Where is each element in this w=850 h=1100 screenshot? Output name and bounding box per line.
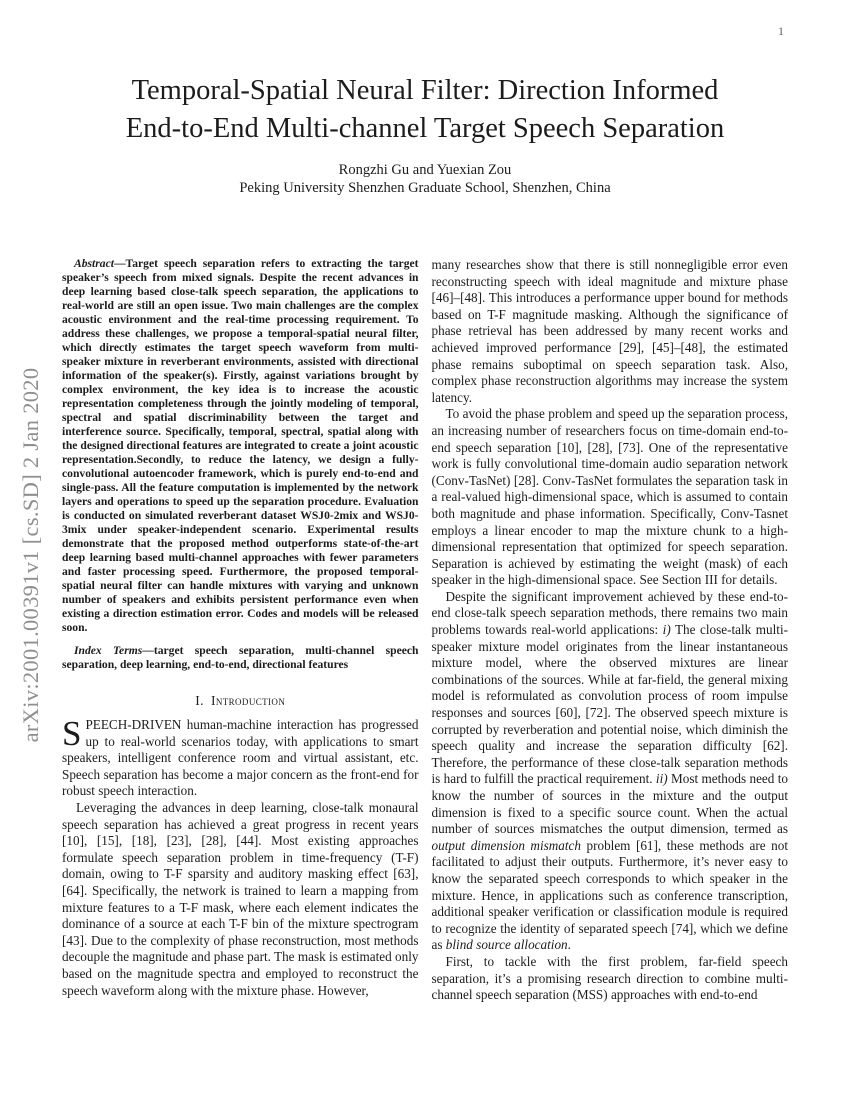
text-segment: problem [61], these methods are not facilitated to adjust their outputs. Furthermore, it’s never easy to know the separated speech corresponds to which speaker in the mixture. Hence, in applications such as conference transcription, additional speaker verification or classification module is required to recognize the identity of separated speech [74], which we define as bbox=[431, 837, 788, 953]
text-segment: . bbox=[567, 937, 571, 953]
paragraph bbox=[62, 714, 419, 800]
paper-header bbox=[0, 0, 850, 198]
text-segment: The close-talk multi-speaker mixture model originates from the linear instantaneous mixture model, where the observed mixtures are linear combinations of the sources. While at far-field, the general mixing model is reformulated as convolution process of room impulse responses and sources [60], [72]. The observed speech mixture is corrupted by reverberation and potential noise, which diminish the speech quality and increase the separation difficulty [62]. Therefore, the performance of these close-talk separation methods is hard to fulfill the practical requirement. bbox=[431, 622, 788, 787]
affiliation: Peking University Shenzhen Graduate School, Shenzhen, China bbox=[239, 180, 611, 196]
text-segment: ii) bbox=[655, 771, 668, 787]
paragraph bbox=[432, 589, 789, 954]
title-line-1: Temporal-Spatial Neural Filter: Direction Informed bbox=[131, 75, 719, 106]
text-segment: Despite the significant improvement achieved by these end-to-end close-talk speech separation methods, there remains two main problems towards real-world applications: bbox=[431, 588, 788, 638]
two-column-body bbox=[0, 257, 850, 1004]
index-terms-section bbox=[62, 644, 419, 672]
right-column bbox=[432, 257, 789, 1004]
paragraph bbox=[432, 406, 789, 589]
section-number: I. bbox=[195, 693, 204, 708]
paragraph bbox=[432, 257, 789, 406]
abstract-paragraph bbox=[62, 257, 419, 635]
section-heading-introduction bbox=[62, 693, 419, 709]
text-segment: Leveraging the advances in deep learning, close-talk monaural speech separation has achieved a great progress in recent years [10], [15], [18], [23], [28], [44]. Most existing approaches formulate speech separation problem in time-frequency (T-F) domain, owing to T-F sparsity and auditory masking effect [63], [64]. Specifically, the network is trained to learn a mapping from mixture features to a T-F mask, where each element indicates the dominance of a source at each T-F bin of the mixture spectrogram [43]. Due to the complexity of phase reconstruction, most methods decouple the magnitude and phase part. The mask is estimated only based on the magnitude spectra and employed to reconstruct the speech waveform along with the mixture phase. However, bbox=[62, 799, 419, 998]
index-terms-text: —target speech separation, multi-channel speech separation, deep learning, end-to-end, directional features bbox=[62, 644, 419, 671]
abstract-label: Abstract bbox=[74, 257, 114, 270]
title-line-2: End-to-End Multi-channel Target Speech Separation bbox=[125, 113, 725, 144]
text-segment: i) bbox=[662, 622, 671, 638]
arxiv-watermark: arXiv:2001.00391v1 [cs.SD] 2 Jan 2020 bbox=[18, 367, 43, 743]
text-segment: many researches show that there is still nonnegligible error even reconstructing speech with ideal magnitude and mixture phase [46]–[48]. This introduces a performance upper bound for methods based on T-F magnitude masking. Although the significance of phase retrieval has been addressed by many recent works and achieved improved performance [29], [45]–[48], the estimated phase remains suboptimal on speech separation task. Also, complex phase reconstruction algorithms may increase the system latency. bbox=[431, 257, 788, 405]
index-terms-paragraph bbox=[62, 644, 419, 672]
page-number: 1 bbox=[778, 24, 784, 38]
text-segment: blind source allocation bbox=[445, 937, 568, 953]
drop-cap: S bbox=[62, 714, 82, 753]
introduction-text-left bbox=[62, 714, 419, 999]
left-column bbox=[62, 257, 419, 1004]
paragraph bbox=[432, 954, 789, 1004]
text-segment: Most methods need to know the number of sources in the mixture and the output dimension is fixed to a specific source count. When the actual number of sources mismatches the output dimension, termed as bbox=[431, 771, 788, 837]
text-segment: PEECH-DRIVEN human-machine interaction has progressed up to real-world scenarios today, with applications to smart speakers, intelligent conference room and virtual assistant, etc. Speech separation has become a major concern as the front-end for robust speech interaction. bbox=[62, 717, 419, 799]
abstract-section bbox=[62, 257, 419, 635]
index-terms-label: Index Terms bbox=[74, 644, 143, 657]
text-segment: To avoid the phase problem and speed up the separation process, an increasing number of researchers focus on time-domain end-to-end speech separation [10], [28], [73]. One of the representative work is fully convolutional time-domain audio separation network (Conv-TasNet) [28]. Conv-TasNet formulates the separation task in a real-valued high-dimensional space, which is assumed to contain both magnitude and phase information. Specifically, Conv-Tasnet employs a linear encoder to map the mixture chunk to a high-dimensional representation that optimized for speech separation. Separation is achieved by estimating the weight (mask) of each speaker in the high-dimensional space. See Section III for details. bbox=[431, 406, 788, 588]
abstract-text: —Target speech separation refers to extracting the target speaker’s speech from mixed signals. Despite the recent advances in deep learning based close-talk speech separation, the applications to real-world are still an open issue. Two main challenges are the complex acoustic environment and the real-time processing requirement. To address these challenges, we propose a temporal-spatial neural filter, which directly estimates the target speech waveform from multi-speaker mixture in reverberant environments, assisted with directional information of the speaker(s). Firstly, against variations brought by complex environment, the key idea is to increase the acoustic representation completeness through the jointly modeling of temporal, spectral and spatial discriminability between the target and interference source. Specifically, temporal, spectral, spatial along with the designed directional features are integrated to create a joint acoustic representation.Secondly, to reduce the latency, we design a fully-convolutional autoencoder framework, which is purely end-to-end and single-pass. All the feature computation is implemented by the network layers and operations to speed up the separation procedure. Evaluation is conducted on simulated reverberant dataset WSJ0-2mix and WSJ0-3mix under speaker-independent scenario. Experimental results demonstrate that the proposed method outperforms state-of-the-art deep learning based multi-channel approaches with fewer parameters and faster processing speed. Furthermore, the proposed temporal-spatial neural filter can handle mixtures with varying and unknown number of speakers and exhibits persistent performance even when existing a direction estimation error. Codes and models will be released soon. bbox=[62, 257, 419, 634]
paper-title bbox=[0, 72, 850, 148]
paragraph bbox=[62, 800, 419, 999]
section-title: Introduction bbox=[210, 693, 286, 708]
introduction-text-right bbox=[432, 257, 789, 1004]
text-segment: First, to tackle with the first problem, far-field speech separation, it’s a promising research direction to combine multi-channel speech separation (MSS) approaches with end-to-end bbox=[431, 953, 788, 1003]
authors: Rongzhi Gu and Yuexian Zou bbox=[338, 162, 512, 178]
text-segment: output dimension mismatch bbox=[431, 837, 581, 853]
